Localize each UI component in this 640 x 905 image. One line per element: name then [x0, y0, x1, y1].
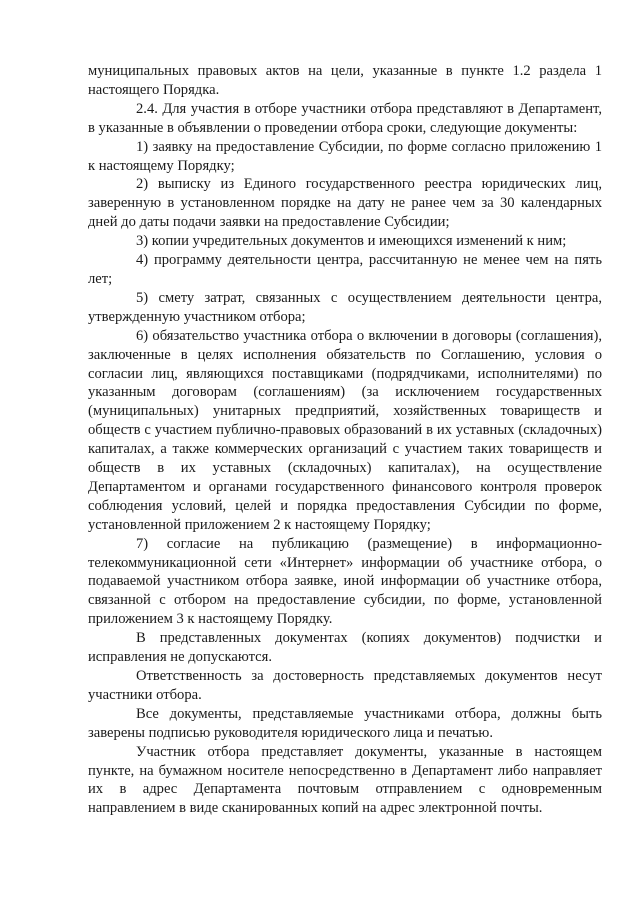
list-item-1: 1) заявку на предоставление Субсидии, по форме согласно приложению 1 к настоящему Порядку;: [88, 138, 602, 174]
document-page: [88, 62, 602, 818]
paragraph-signature: Все документы, представляемые участниками отбора, должны быть заверены подписью руководителя юридического лица и печатью.: [88, 705, 602, 741]
list-item-7: 7) согласие на публикацию (размещение) в информационно-телекоммуникационной сети «Интернет» информации об участнике отбора, о подаваемой участником отбора заявке, иной информации об участнике отбора, связанной с отбором на предоставление субсидии, по форме, установленной приложением 3 к настоящему Порядку.: [88, 535, 602, 628]
paragraph-2-4: 2.4. Для участия в отборе участники отбора представляют в Департамент, в указанные в объявлении о проведении отбора сроки, следующие документы:: [88, 100, 602, 136]
list-item-2: 2) выписку из Единого государственного реестра юридических лиц, заверенную в установленном порядке на дату не ранее чем за 30 календарных дней до даты подачи заявки на предоставление Субсидии;: [88, 176, 602, 231]
paragraph-responsibility: Ответственность за достоверность представляемых документов несут участники отбора.: [88, 668, 602, 703]
paragraph-no-corrections: В представленных документах (копиях документов) подчистки и исправления не допускаются.: [88, 630, 602, 666]
list-item-5: 5) смету затрат, связанных с осуществлением деятельности центра, утвержденную участником отбора;: [88, 289, 602, 325]
list-item-6: 6) обязательство участника отбора о включении в договоры (соглашения), заключенные в целях исполнения обязательств по Соглашению, условия о согласии лиц, являющихся поставщиками (подрядчиками, исполнителями) по указанным договорам (соглашениям) (за исключением государственных (муниципальных) унитарных предприятий, хозяйственных товариществ и обществ с участием публично-правовых образований в их уставных (складочных) капиталах, а также коммерческих организаций с участием таких товариществ и обществ в их уставных (складочных) капиталах), на осуществление Департаментом и органами государственного финансового контроля проверок соблюдения условий, целей и порядка предоставления Субсидии по форме, установленной приложением 2 к настоящему Порядку;: [88, 327, 602, 533]
paragraph-submission: Участник отбора представляет документы, указанные в настоящем пункте, на бумажном носителе непосредственно в Департамент либо направляет их в адрес Департамента почтовым отправлением с одновременным направлением в виде сканированных копий на адрес электронной почты.: [88, 743, 602, 817]
list-item-3: 3) копии учредительных документов и имеющихся изменений к ним;: [136, 233, 567, 250]
paragraph-continuation: муниципальных правовых актов на цели, указанные в пункте 1.2 раздела 1 настоящего Порядка.: [88, 63, 602, 98]
list-item-4: 4) программу деятельности центра, рассчитанную не менее чем на пять лет;: [88, 252, 602, 287]
